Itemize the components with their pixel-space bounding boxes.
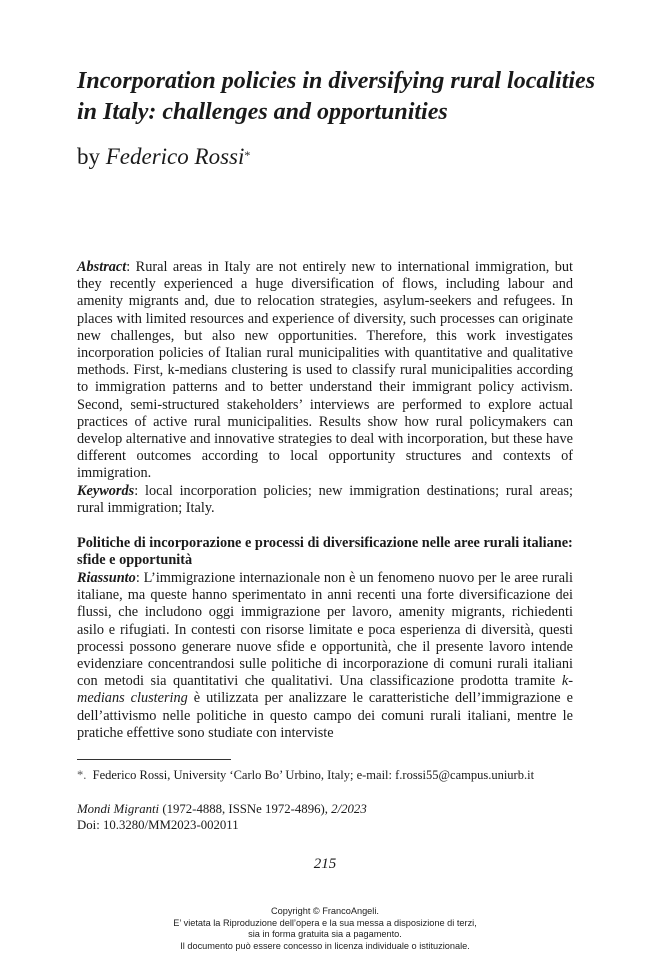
journal-name: Mondi Migranti xyxy=(77,802,160,816)
footnote-text: Federico Rossi, University ‘Carlo Bo’ Urbino, Italy; e-mail: f.rossi55@campus.uniurb.it xyxy=(92,768,535,782)
abstract-label: Abstract xyxy=(77,259,127,275)
article-title: Incorporation policies in diversifying rural localities in Italy: challenges and opportunities xyxy=(77,68,596,125)
copyright-line: E’ vietata la Riproduzione dell’opera e la sua messa a disposizione di terzi, xyxy=(173,917,477,928)
footnote-mark: *. xyxy=(77,768,87,782)
journal-issn: (1972-4888, ISSNe 1972-4896), xyxy=(159,802,332,816)
footnote xyxy=(77,767,577,783)
copyright-notice xyxy=(0,906,650,952)
byline xyxy=(77,143,250,171)
byline-prefix: by xyxy=(77,144,100,169)
author-name: Federico Rossi xyxy=(105,144,245,169)
journal-doi: Doi: 10.3280/MM2023-002011 xyxy=(77,818,239,832)
journal-issue: 2/2023 xyxy=(331,802,367,816)
riassunto xyxy=(77,570,573,742)
keywords-text: : local incorporation policies; new immigration destinations; rural areas; rural immigration; Italy. xyxy=(77,483,573,517)
riassunto-label: Riassunto xyxy=(77,570,136,586)
journal-info xyxy=(77,801,577,833)
keywords xyxy=(77,483,573,517)
footnote-divider xyxy=(77,759,231,760)
page-number: 215 xyxy=(313,856,337,872)
abstract-text: : Rural areas in Italy are not entirely new to international immigration, but they recently experienced a huge diversification of flows, including labour and amenity migrants and, due to relocation strategies, asylum-seekers and refugees. In places with limited resources and experience of diversity, such processes can originate new challenges, but also new opportunities. Therefore, this work investigates incorporation policies of Italian rural municipalities with quantitative and qualitative methods. First, k-medians clustering is used to classify rural municipalities according to immigration patterns and to better understand their immigrant policy activism. Second, semi-structured stakeholders’ interviews are performed to explore actual practices of active rural municipalities. Results show how rural policymakers can develop alternative and innovative strategies to deal with incorporation, but these have different outcomes according to local opportunity structures and contexts of immigration. xyxy=(77,259,573,482)
keywords-label: Keywords xyxy=(77,483,135,499)
copyright-line: sia in forma gratuita sia a pagamento. xyxy=(248,929,402,939)
riassunto-emphasis: k-medians clustering xyxy=(77,673,573,707)
abstract xyxy=(77,259,573,483)
copyright-line: Copyright © FrancoAngeli. xyxy=(271,906,379,916)
riassunto-text-2: è utilizzata per analizzare le caratteristiche dell’immigrazione e dell’attivismo nelle politiche in questo campo dei comuni rurali italiani, mentre le pratiche effettive sono studiate con interviste xyxy=(77,690,573,741)
journal-citation xyxy=(77,801,577,817)
author-footnote-mark: * xyxy=(244,148,251,162)
copyright-line: Il documento può essere concesso in licenza individuale o istituzionale. xyxy=(180,940,470,951)
riassunto-text-1: : L’immigrazione internazionale non è un fenomeno nuovo per le aree rurali italiane, ma queste hanno sperimentato in anni recenti una forte diversificazione dei flussi, che includono oggi immigrazione per lavoro, amenity migrants, richiedenti asilo e rifugiati. In contesti con risorse limitate e poca esperienza di diversità, questi processi possono generare nuove sfide e opportunità, che il presente lavoro intende evidenziare concentrandosi sulle politiche di incorporazione di comuni rurali italiani con metodi sia quantitativi che qualitativi. Una classificazione prodotta tramite xyxy=(77,570,573,690)
italian-title: Politiche di incorporazione e processi di diversificazione nelle aree rurali italiane: sfide e opportunità xyxy=(77,535,573,569)
